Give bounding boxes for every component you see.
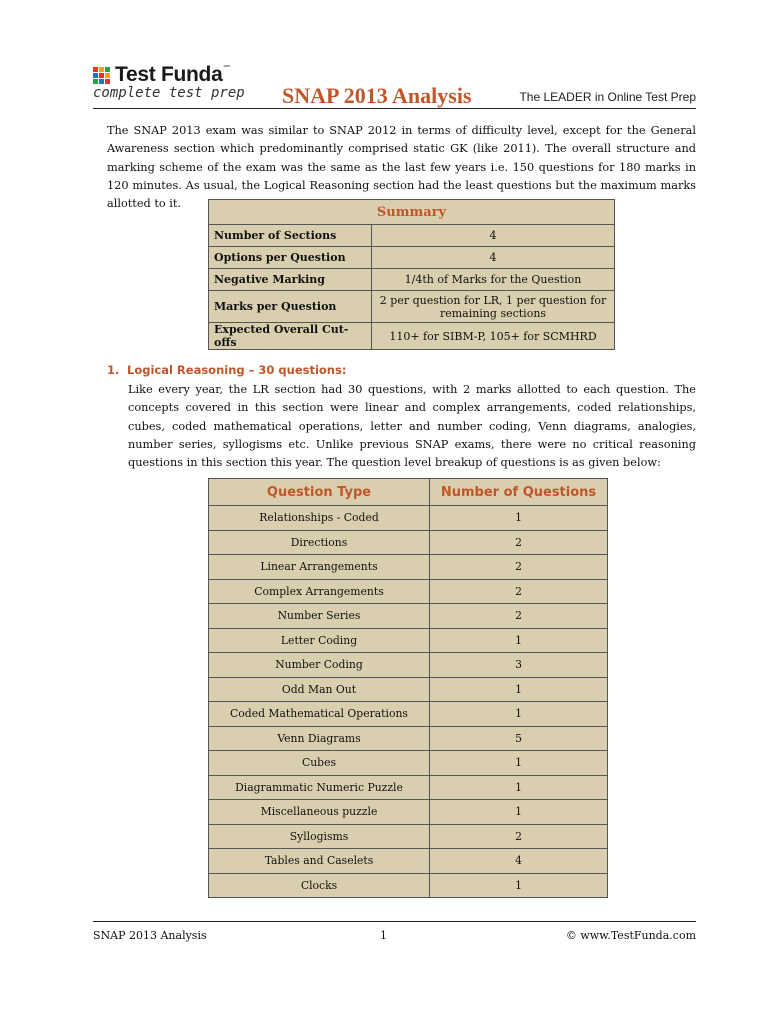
table-row [209, 800, 608, 825]
question-count: 2 [430, 555, 608, 580]
question-count: 2 [430, 530, 608, 555]
header-tagline: The LEADER in Online Test Prep [519, 90, 696, 104]
question-type: Cubes [209, 751, 430, 776]
table-row [209, 225, 615, 247]
question-count: 2 [430, 604, 608, 629]
section-heading [107, 363, 346, 377]
question-type: Diagrammatic Numeric Puzzle [209, 775, 430, 800]
question-type: Miscellaneous puzzle [209, 800, 430, 825]
table-row [209, 247, 615, 269]
summary-key: Number of Sections [209, 225, 372, 247]
table-row [209, 653, 608, 678]
column-header-question-type: Question Type [209, 479, 430, 506]
section-paragraph: Like every year, the LR section had 30 questions, with 2 marks allotted to each question. The concepts covered in this section were linear and complex arrangements, coded relationships, cubes, coded mathematical operations, letter and number coding, Venn diagrams, analogies, number series, syllogisms etc. Unlike previous SNAP exams, there were no critical reasoning questions in this section this year. The question level breakup of questions is as given below: [128, 383, 696, 470]
question-type: Coded Mathematical Operations [209, 702, 430, 727]
summary-key: Marks per Question [209, 291, 372, 323]
question-type: Number Series [209, 604, 430, 629]
question-count: 1 [430, 677, 608, 702]
page-number: 1 [380, 929, 387, 942]
question-count: 1 [430, 800, 608, 825]
table-row [209, 628, 608, 653]
section-title: Logical Reasoning – 30 questions: [127, 363, 347, 377]
logo-grid-icon [93, 67, 111, 85]
column-header-number-of-questions: Number of Questions [430, 479, 608, 506]
table-row [209, 849, 608, 874]
summary-value: 1/4th of Marks for the Question [372, 269, 615, 291]
logo-tagline: complete test prep [93, 85, 245, 101]
summary-value: 4 [372, 247, 615, 269]
question-type: Syllogisms [209, 824, 430, 849]
intro-paragraph: The SNAP 2013 exam was similar to SNAP 2012 in terms of difficulty level, except for the General Awareness section which predominantly comprised static GK (like 2011). The overall structure and marking scheme of the exam was the same as the last few years i.e. 150 questions for 180 marks in 120 minutes. As usual, the Logical Reasoning section had the least questions but the maximum marks allotted to it. [107, 124, 696, 211]
summary-key: Options per Question [209, 247, 372, 269]
question-type: Relationships - Coded [209, 506, 430, 531]
question-count: 1 [430, 702, 608, 727]
question-count: 1 [430, 873, 608, 898]
table-row [209, 751, 608, 776]
question-type: Clocks [209, 873, 430, 898]
question-count: 4 [430, 849, 608, 874]
summary-key: Expected Overall Cut-offs [209, 323, 372, 350]
table-row [209, 824, 608, 849]
question-type: Odd Man Out [209, 677, 430, 702]
footer-divider [93, 921, 696, 922]
question-count: 2 [430, 579, 608, 604]
table-row [209, 555, 608, 580]
question-count: 5 [430, 726, 608, 751]
question-count: 1 [430, 751, 608, 776]
summary-title: Summary [209, 200, 615, 225]
table-row [209, 677, 608, 702]
page-title: SNAP 2013 Analysis [282, 83, 472, 108]
summary-value: 110+ for SIBM-P, 105+ for SCMHRD [372, 323, 615, 350]
question-count: 1 [430, 775, 608, 800]
summary-table [208, 199, 615, 350]
section-number: 1. [107, 363, 120, 377]
question-count: 3 [430, 653, 608, 678]
table-row [209, 323, 615, 350]
question-type: Linear Arrangements [209, 555, 430, 580]
logo-brand: Test Funda$^{com}$ [115, 63, 231, 86]
table-row [209, 291, 615, 323]
question-type: Venn Diagrams [209, 726, 430, 751]
question-type: Tables and Caselets [209, 849, 430, 874]
question-type-table [208, 478, 608, 898]
footer-doc-title: SNAP 2013 Analysis [93, 929, 207, 942]
table-row [209, 269, 615, 291]
question-type: Complex Arrangements [209, 579, 430, 604]
header-divider [93, 108, 696, 109]
testfunda-logo [93, 63, 243, 107]
table-row [209, 530, 608, 555]
table-row [209, 506, 608, 531]
table-row [209, 775, 608, 800]
question-count: 2 [430, 824, 608, 849]
summary-key: Negative Marking [209, 269, 372, 291]
table-row [209, 604, 608, 629]
table-row [209, 579, 608, 604]
footer-website-link[interactable]: © www.TestFunda.com [565, 929, 696, 942]
question-count: 1 [430, 506, 608, 531]
question-type: Number Coding [209, 653, 430, 678]
table-row [209, 873, 608, 898]
question-count: 1 [430, 628, 608, 653]
question-type: Letter Coding [209, 628, 430, 653]
table-row [209, 726, 608, 751]
question-type: Directions [209, 530, 430, 555]
table-row [209, 702, 608, 727]
summary-value: 2 per question for LR, 1 per question for remaining sections [372, 291, 615, 323]
summary-value: 4 [372, 225, 615, 247]
